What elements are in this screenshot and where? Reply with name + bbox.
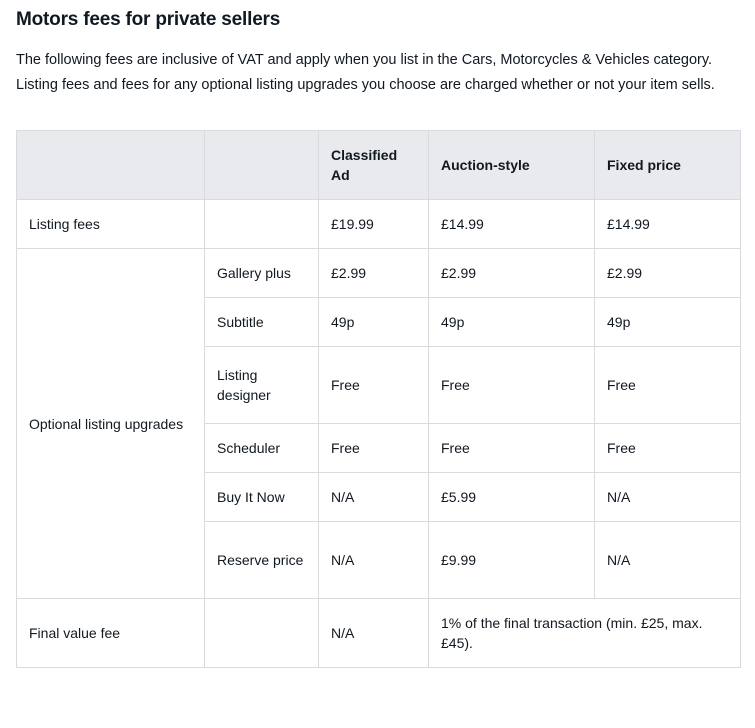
cell-gallery-plus-fixed: £2.99: [595, 249, 741, 298]
page-title: Motors fees for private sellers: [16, 9, 281, 30]
table-header: [17, 131, 741, 200]
row-label-optional-upgrades: Optional listing upgrades: [17, 249, 205, 599]
cell-buy-it-now-auction: £5.99: [429, 473, 595, 522]
cell-subtitle-fixed: 49p: [595, 298, 741, 347]
cell-listing-fees-fixed: £14.99: [595, 200, 741, 249]
cell-subtitle-auction: 49p: [429, 298, 595, 347]
table-row-final-value-fee: [17, 599, 741, 668]
row-sublabel-gallery-plus: Gallery plus: [205, 249, 319, 298]
row-sublabel-listing-fees: [205, 200, 319, 249]
motors-fees-table: [16, 130, 741, 668]
cell-listing-fees-auction: £14.99: [429, 200, 595, 249]
row-sublabel-scheduler: Scheduler: [205, 424, 319, 473]
cell-scheduler-classified: Free: [319, 424, 429, 473]
cell-gallery-plus-auction: £2.99: [429, 249, 595, 298]
cell-buy-it-now-classified: N/A: [319, 473, 429, 522]
row-label-final-value-fee: Final value fee: [17, 599, 205, 668]
cell-buy-it-now-fixed: N/A: [595, 473, 741, 522]
cell-listing-fees-classified: £19.99: [319, 200, 429, 249]
cell-listing-designer-auction: Free: [429, 347, 595, 424]
row-label-listing-fees: Listing fees: [17, 200, 205, 249]
header-fixed-price: Fixed price: [595, 131, 741, 200]
row-sublabel-final-value-fee: [205, 599, 319, 668]
cell-final-value-fee-combined: 1% of the final transaction (min. £25, max. £45).: [429, 599, 741, 668]
table-body: [17, 200, 741, 668]
table-row-gallery-plus: [17, 249, 741, 298]
table-row-listing-fees: [17, 200, 741, 249]
header-blank-1: [17, 131, 205, 200]
table-header-row: [17, 131, 741, 200]
header-blank-2: [205, 131, 319, 200]
header-auction-style: Auction-style: [429, 131, 595, 200]
cell-gallery-plus-classified: £2.99: [319, 249, 429, 298]
cell-scheduler-auction: Free: [429, 424, 595, 473]
cell-subtitle-classified: 49p: [319, 298, 429, 347]
cell-scheduler-fixed: Free: [595, 424, 741, 473]
fees-page: [0, 8, 755, 668]
header-classified-ad: Classified Ad: [319, 131, 429, 200]
cell-reserve-price-classified: N/A: [319, 522, 429, 599]
row-sublabel-subtitle: Subtitle: [205, 298, 319, 347]
cell-listing-designer-fixed: Free: [595, 347, 741, 424]
row-sublabel-listing-designer: Listing designer: [205, 347, 319, 424]
row-sublabel-reserve-price: Reserve price: [205, 522, 319, 599]
row-sublabel-buy-it-now: Buy It Now: [205, 473, 319, 522]
cell-listing-designer-classified: Free: [319, 347, 429, 424]
cell-final-value-fee-classified: N/A: [319, 599, 429, 668]
intro-paragraph: The following fees are inclusive of VAT and apply when you list in the Cars, Motorcycles & Vehicles category. Listing fees and fees for any optional listing upgrades you choose are charged whether or not your item sells.: [16, 52, 715, 93]
cell-reserve-price-auction: £9.99: [429, 522, 595, 599]
cell-reserve-price-fixed: N/A: [595, 522, 741, 599]
